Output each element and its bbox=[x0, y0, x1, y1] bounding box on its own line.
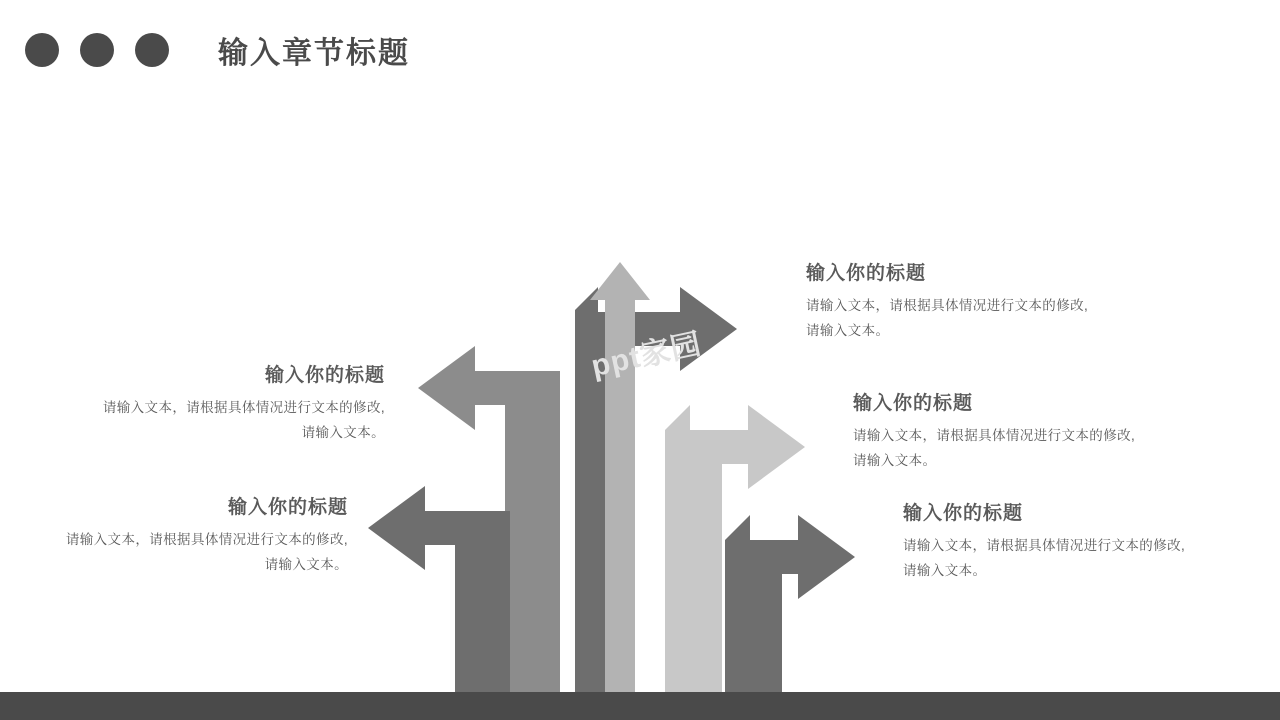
arrow-up-right-lower bbox=[725, 515, 855, 700]
callout-block-2 bbox=[58, 492, 348, 578]
callout-body-5: 请输入文本，请根据具体情况进行文本的修改,请输入文本。 bbox=[903, 538, 1186, 578]
arrow-up-left-lower bbox=[368, 486, 510, 700]
callout-block-3 bbox=[806, 258, 1096, 344]
callout-block-1 bbox=[95, 360, 385, 446]
callout-body-3: 请输入文本，请根据具体情况进行文本的修改,请输入文本。 bbox=[806, 298, 1089, 338]
ground-bar bbox=[0, 692, 1280, 720]
watermark-text: ppt家园 bbox=[588, 327, 705, 384]
callout-block-5 bbox=[903, 498, 1193, 584]
callout-block-4 bbox=[853, 388, 1143, 474]
callout-title-4: 输入你的标题 bbox=[853, 393, 974, 414]
callout-body-2: 请输入文本，请根据具体情况进行文本的修改,请输入文本。 bbox=[65, 532, 348, 572]
callout-body-1: 请输入文本，请根据具体情况进行文本的修改,请输入文本。 bbox=[102, 400, 385, 440]
callout-title-2: 输入你的标题 bbox=[227, 497, 348, 518]
callout-body-4: 请输入文本，请根据具体情况进行文本的修改,请输入文本。 bbox=[853, 428, 1136, 468]
callout-title-1: 输入你的标题 bbox=[264, 365, 385, 386]
callout-title-3: 输入你的标题 bbox=[806, 263, 927, 284]
callout-title-5: 输入你的标题 bbox=[903, 503, 1024, 524]
page-title: 输入章节标题 bbox=[218, 37, 410, 70]
